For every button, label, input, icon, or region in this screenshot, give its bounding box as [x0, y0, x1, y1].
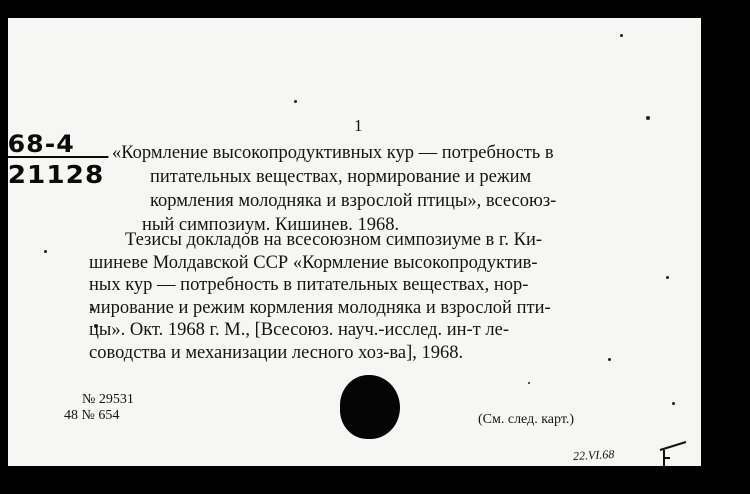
card-abstract	[89, 229, 679, 364]
scan-speck	[294, 100, 297, 103]
see-next-card-note: (См. след. карт.)	[478, 412, 575, 427]
title-line: кормления молодняка и взрослой птицы», всесоюз-	[150, 191, 557, 211]
abstract-line: соводства и механизации лесного хоз-ва], 1968.	[89, 342, 464, 363]
handwritten-code-text: 68-4	[8, 130, 75, 158]
title-line: питательных веществах, нормирование и режим	[150, 167, 532, 187]
scan-speck	[528, 382, 530, 384]
abstract-line: Тезисы докладов на всесоюзном симпозиуме в г. Ки-	[125, 230, 543, 250]
handwritten-date: 22.VI.68	[572, 446, 615, 464]
card-title	[112, 141, 672, 237]
abstract-line: шиневе Молдавской ССР «Кормление высокопродуктив-	[89, 252, 538, 273]
scan-speck	[672, 402, 675, 405]
handwritten-number: 21128	[8, 160, 105, 189]
page-number: 1	[354, 116, 363, 135]
registration-number: № 29531	[82, 392, 134, 407]
scan-speck	[646, 116, 650, 120]
catalog-card	[8, 18, 701, 466]
abstract-line: ных кур — потребность в питательных веществах, нор-	[89, 275, 529, 295]
handwritten-mark-icon	[656, 438, 694, 466]
title-line: ный симпозиум. Кишинев. 1968.	[142, 215, 400, 235]
registration-number-2: 48 № 654	[64, 408, 120, 423]
abstract-line: мирование и режим кормления молодняка и взрослой пти-	[89, 297, 551, 318]
scan-speck	[620, 34, 623, 37]
handwritten-code	[8, 130, 108, 158]
ink-blot	[340, 375, 400, 439]
title-line: «Кормление высокопродуктивных кур — потребность в	[112, 143, 554, 163]
abstract-line: цы». Окт. 1968 г. М., [Всесоюз. науч.-исслед. ин-т ле-	[89, 320, 509, 340]
scan-speck	[44, 250, 47, 253]
